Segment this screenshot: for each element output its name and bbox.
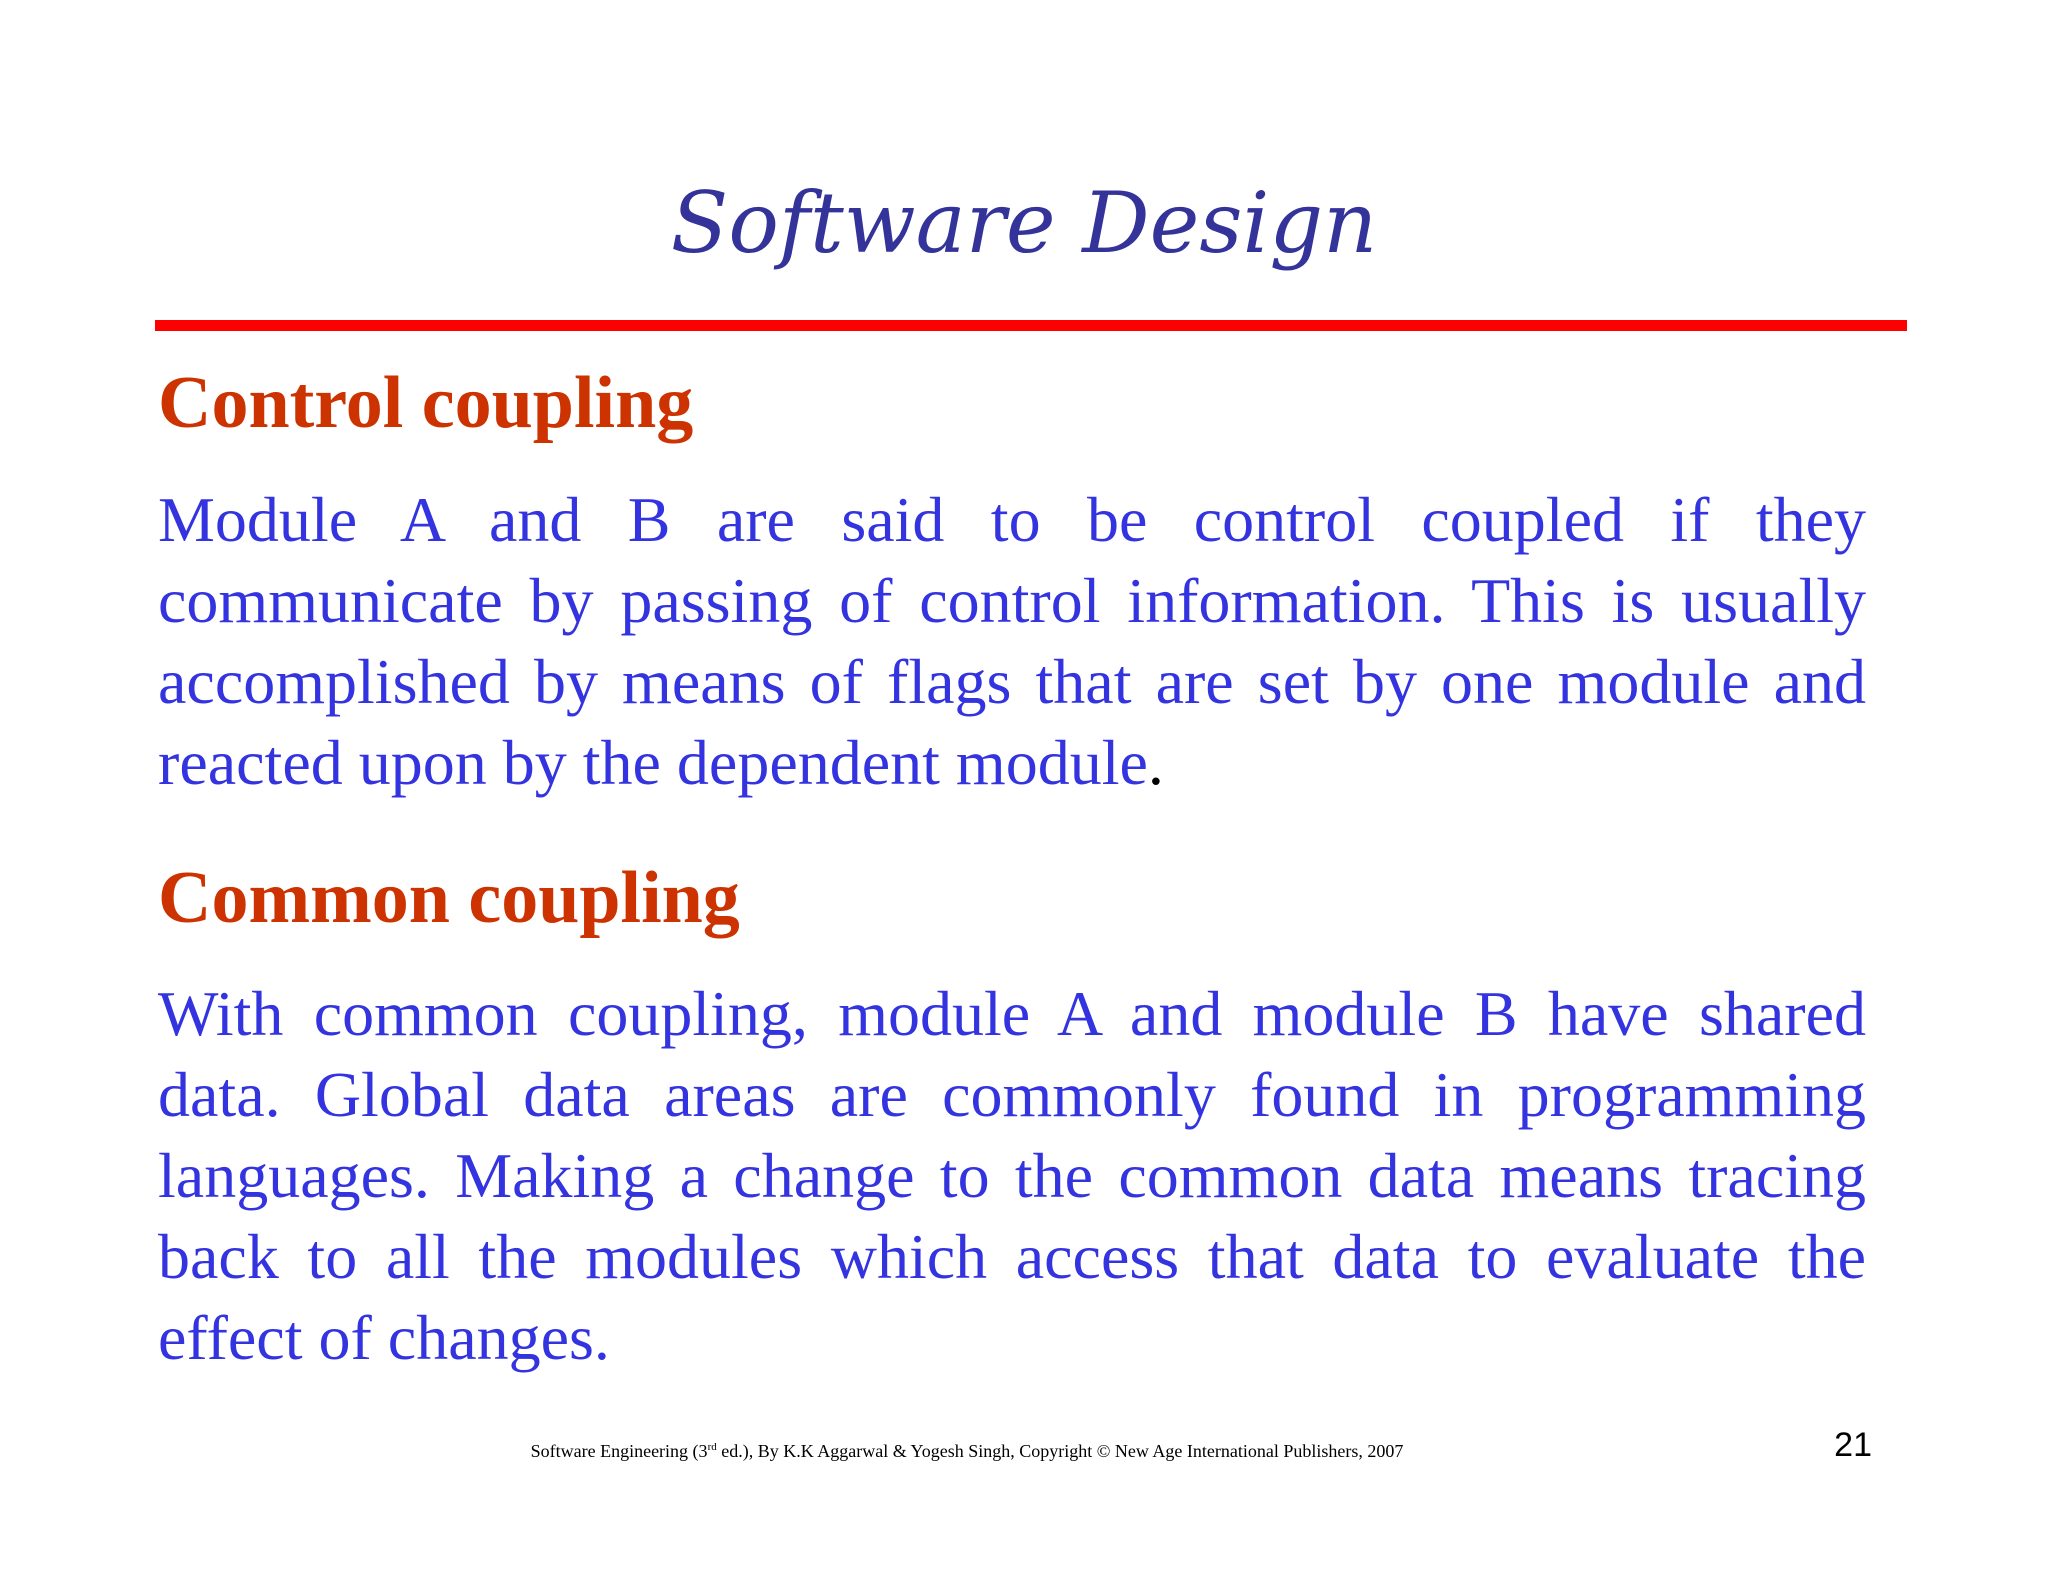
- paragraph-line: data. Global data areas are commonly found in programming: [158, 1059, 1866, 1130]
- paragraph-line: back to all the modules which access that data to evaluate the: [158, 1221, 1866, 1292]
- paragraph-common-coupling: [158, 973, 1866, 1378]
- footer-text-end: ed.), By K.K Aggarwal & Yogesh Singh, Copyright © New Age International Publishers, 2007: [716, 1441, 1404, 1461]
- title-divider: [155, 320, 1907, 331]
- paragraph-line-last: [158, 722, 1866, 803]
- paragraph-line: With common coupling, module A and module B have shared: [158, 978, 1866, 1049]
- footer-text-start: Software Engineering (3: [530, 1441, 708, 1461]
- slide-title: Software Design: [670, 174, 1378, 272]
- page-number: 21: [1834, 1426, 1872, 1464]
- section-heading-common-coupling: Common coupling: [158, 857, 740, 939]
- paragraph-line: Module A and B are said to be control coupled if they: [158, 484, 1866, 555]
- footer-citation: [0, 1439, 1934, 1463]
- paragraph-line: languages. Making a change to the common data means tracing: [158, 1140, 1866, 1211]
- paragraph-line-text: reacted upon by the dependent module: [158, 727, 1148, 798]
- section-heading-control-coupling: Control coupling: [158, 362, 694, 444]
- footer-superscript: rd: [707, 1441, 717, 1453]
- paragraph-line: communicate by passing of control information. This is usually: [158, 565, 1866, 636]
- paragraph-line: accomplished by means of flags that are set by one module and: [158, 646, 1866, 717]
- paragraph-control-coupling: [158, 479, 1866, 803]
- paragraph-period: .: [1147, 727, 1164, 798]
- paragraph-line-last: effect of changes.: [158, 1302, 610, 1373]
